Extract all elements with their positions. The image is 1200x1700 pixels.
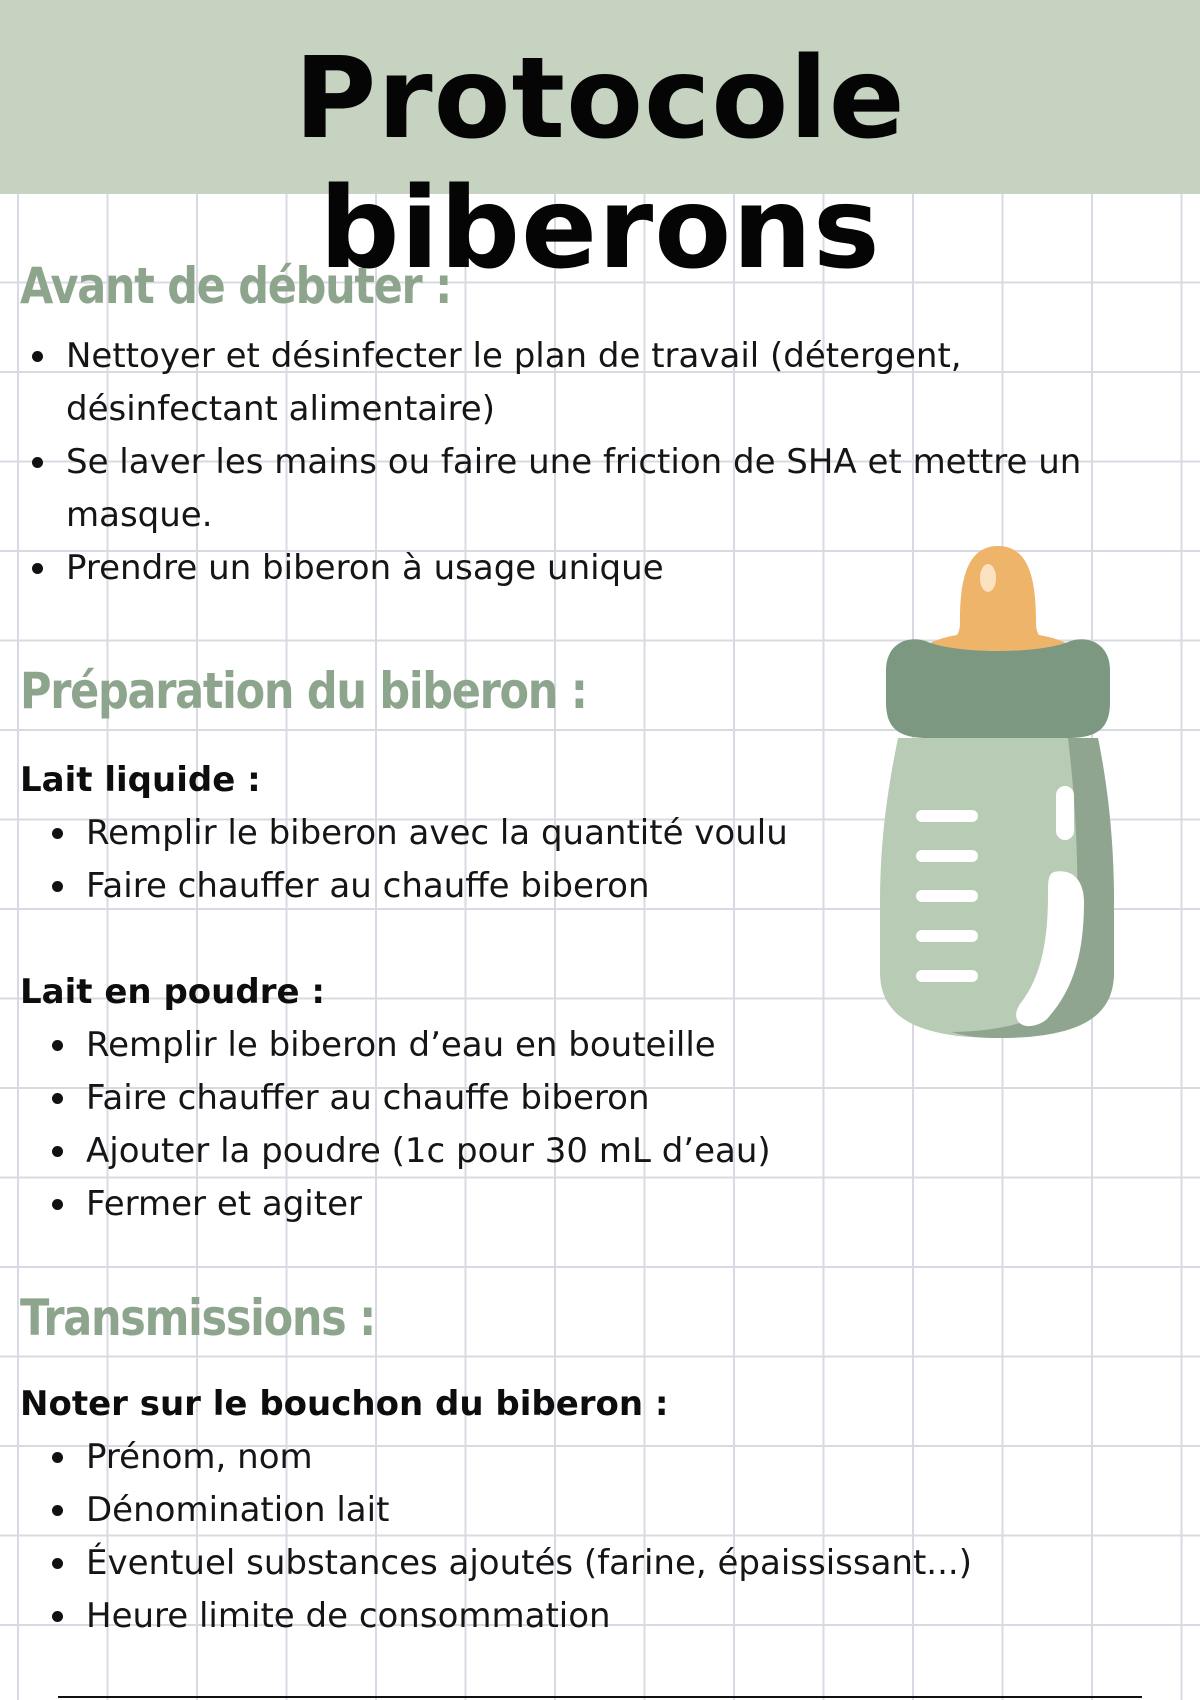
measure-mark	[916, 810, 978, 822]
bottle-highlight	[1056, 786, 1074, 840]
section-title-avant: Avant de débuter :	[20, 257, 452, 315]
bullet-icon	[52, 828, 63, 839]
list-item: Éventuel substances ajoutés (farine, épaississant...)	[40, 1537, 1160, 1590]
baby-bottle-icon	[868, 542, 1128, 1062]
bottle-teat	[948, 546, 1048, 642]
bottom-divider	[58, 1696, 1142, 1698]
list-item: Heure limite de consommation	[40, 1590, 1160, 1643]
bullet-icon	[52, 881, 63, 892]
list-item: Faire chauffer au chauffe biberon	[40, 1072, 860, 1125]
subtitle-noter-bouchon: Noter sur le bouchon du biberon :	[20, 1384, 669, 1424]
measure-mark	[916, 850, 978, 862]
lait-liquide-list	[40, 807, 860, 913]
list-item: Remplir le biberon d’eau en bouteille	[40, 1019, 860, 1072]
list-item: Faire chauffer au chauffe biberon	[40, 860, 860, 913]
section-title-preparation: Préparation du biberon :	[20, 662, 587, 720]
bullet-icon	[52, 1611, 63, 1622]
bottle-collar	[886, 639, 1110, 738]
list-item: Remplir le biberon avec la quantité voulu	[40, 807, 860, 860]
bullet-icon	[52, 1199, 63, 1210]
teat-highlight	[980, 564, 996, 592]
bullet-icon	[52, 1505, 63, 1516]
bullet-icon	[32, 563, 43, 574]
subtitle-lait-liquide: Lait liquide :	[20, 760, 261, 800]
list-item: Ajouter la poudre (1c pour 30 mL d’eau)	[40, 1125, 860, 1178]
bullet-icon	[52, 1558, 63, 1569]
bullet-icon	[32, 457, 43, 468]
list-item: Dénomination lait	[40, 1484, 1160, 1537]
measure-mark	[916, 890, 978, 902]
bullet-icon	[52, 1040, 63, 1051]
measure-mark	[916, 970, 978, 982]
list-item: Fermer et agiter	[40, 1178, 860, 1231]
bullet-icon	[52, 1093, 63, 1104]
subtitle-lait-poudre: Lait en poudre :	[20, 972, 325, 1012]
lait-poudre-list	[40, 1019, 860, 1231]
transmissions-list	[40, 1431, 1160, 1643]
section-title-transmissions: Transmissions :	[20, 1289, 376, 1347]
bullet-icon	[52, 1146, 63, 1157]
list-item: Prénom, nom	[40, 1431, 1160, 1484]
list-item: Nettoyer et désinfecter le plan de travail (détergent, désinfectant alimentaire)	[20, 330, 1160, 436]
list-item: Prendre un biberon à usage unique	[20, 542, 1160, 595]
list-item: Se laver les mains ou faire une friction de SHA et mettre un masque.	[20, 436, 1160, 542]
page-title: Protocole biberons	[294, 34, 906, 294]
measure-mark	[916, 930, 978, 942]
bullet-icon	[32, 351, 43, 362]
bullet-icon	[52, 1452, 63, 1463]
